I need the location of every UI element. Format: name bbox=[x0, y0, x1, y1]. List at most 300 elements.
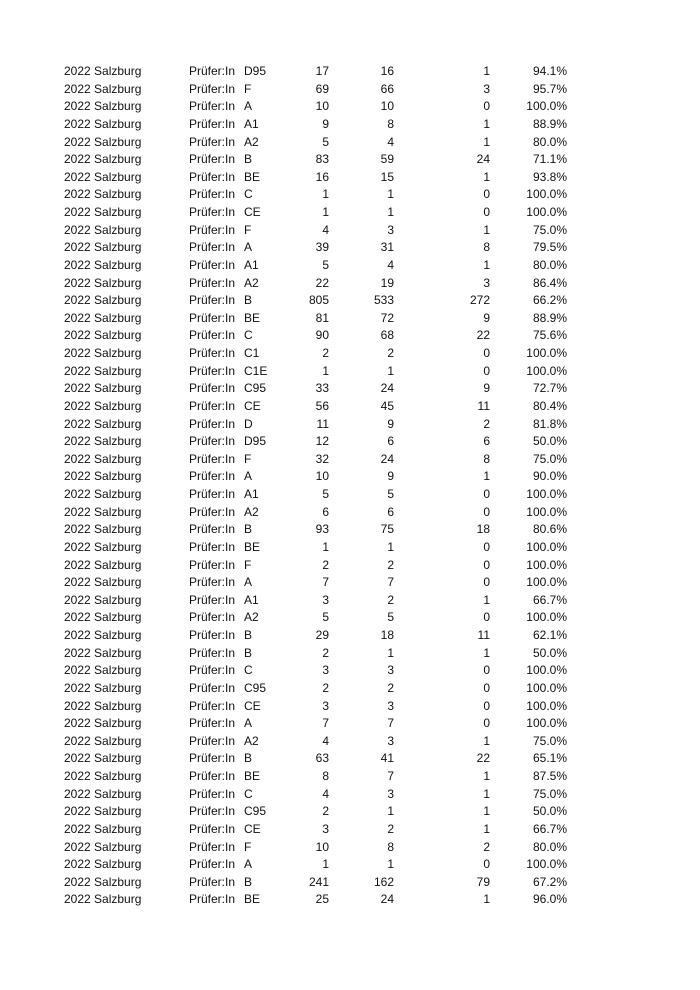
year-location-cell: 2022 Salzburg bbox=[64, 152, 142, 167]
pass-rate-cell: 100.0% bbox=[526, 698, 567, 713]
role-cell: Prüfer:In bbox=[189, 257, 236, 272]
table-row bbox=[0, 768, 700, 786]
pass-rate-cell: 72.7% bbox=[532, 381, 567, 396]
license-class-cell: A2 bbox=[244, 504, 259, 519]
license-class-cell: C1E bbox=[244, 363, 268, 378]
table-row bbox=[0, 856, 700, 874]
total-count-cell: 56 bbox=[315, 398, 329, 413]
failed-count-cell: 9 bbox=[483, 310, 490, 325]
total-count-cell: 7 bbox=[322, 575, 329, 590]
license-class-cell: C95 bbox=[244, 680, 267, 695]
passed-count-cell: 24 bbox=[380, 451, 394, 466]
passed-count-cell: 66 bbox=[380, 81, 394, 96]
failed-count-cell: 0 bbox=[483, 698, 490, 713]
table-row bbox=[0, 662, 700, 680]
total-count-cell: 5 bbox=[322, 134, 329, 149]
total-count-cell: 3 bbox=[322, 821, 329, 836]
license-class-cell: BE bbox=[244, 169, 261, 184]
year-location-cell: 2022 Salzburg bbox=[64, 821, 142, 836]
passed-count-cell: 3 bbox=[387, 222, 394, 237]
total-count-cell: 4 bbox=[322, 733, 329, 748]
pass-rate-cell: 50.0% bbox=[532, 804, 567, 819]
table-row bbox=[0, 715, 700, 733]
failed-count-cell: 0 bbox=[483, 363, 490, 378]
license-class-cell: CE bbox=[244, 398, 261, 413]
license-class-cell: F bbox=[244, 839, 252, 854]
total-count-cell: 3 bbox=[322, 698, 329, 713]
total-count-cell: 2 bbox=[322, 346, 329, 360]
pass-rate-cell: 100.0% bbox=[526, 663, 567, 678]
role-cell: Prüfer:In bbox=[189, 610, 236, 625]
passed-count-cell: 7 bbox=[387, 769, 394, 783]
total-count-cell: 32 bbox=[315, 451, 329, 466]
table-row bbox=[0, 151, 700, 169]
pass-rate-cell: 100.0% bbox=[526, 680, 567, 695]
total-count-cell: 39 bbox=[315, 240, 329, 255]
total-count-cell: 22 bbox=[315, 275, 329, 290]
failed-count-cell: 1 bbox=[483, 592, 490, 607]
passed-count-cell: 2 bbox=[387, 592, 394, 607]
license-class-cell: B bbox=[244, 522, 253, 537]
total-count-cell: 241 bbox=[308, 874, 329, 889]
year-location-cell: 2022 Salzburg bbox=[64, 451, 142, 466]
table-row bbox=[0, 81, 700, 99]
passed-count-cell: 8 bbox=[387, 116, 394, 131]
total-count-cell: 1 bbox=[322, 857, 329, 872]
role-cell: Prüfer:In bbox=[189, 680, 236, 695]
pass-rate-cell: 80.0% bbox=[532, 839, 567, 854]
license-class-cell: C bbox=[244, 328, 253, 343]
pass-rate-cell: 94.1% bbox=[532, 64, 567, 78]
year-location-cell: 2022 Salzburg bbox=[64, 751, 142, 766]
license-class-cell: C95 bbox=[244, 804, 267, 819]
pass-rate-cell: 62.1% bbox=[532, 628, 567, 642]
total-count-cell: 2 bbox=[322, 557, 329, 572]
pass-rate-cell: 100.0% bbox=[526, 363, 567, 378]
role-cell: Prüfer:In bbox=[189, 363, 236, 378]
role-cell: Prüfer:In bbox=[189, 874, 236, 889]
year-location-cell: 2022 Salzburg bbox=[64, 99, 142, 114]
table-row bbox=[0, 874, 700, 892]
pass-rate-cell: 90.0% bbox=[532, 469, 567, 484]
license-class-cell: CE bbox=[244, 821, 261, 836]
license-class-cell: B bbox=[244, 152, 253, 167]
total-count-cell: 4 bbox=[322, 786, 329, 801]
failed-count-cell: 1 bbox=[483, 786, 490, 801]
failed-count-cell: 1 bbox=[483, 116, 490, 131]
year-location-cell: 2022 Salzburg bbox=[64, 504, 142, 519]
passed-count-cell: 533 bbox=[373, 293, 394, 308]
passed-count-cell: 31 bbox=[380, 240, 394, 255]
failed-count-cell: 0 bbox=[483, 680, 490, 695]
passed-count-cell: 7 bbox=[387, 716, 394, 731]
passed-count-cell: 2 bbox=[387, 346, 394, 360]
passed-count-cell: 7 bbox=[387, 575, 394, 590]
role-cell: Prüfer:In bbox=[189, 804, 236, 819]
year-location-cell: 2022 Salzburg bbox=[64, 892, 142, 907]
license-class-cell: F bbox=[244, 222, 252, 237]
table-row bbox=[0, 239, 700, 257]
passed-count-cell: 8 bbox=[387, 839, 394, 854]
failed-count-cell: 1 bbox=[483, 169, 490, 184]
total-count-cell: 4 bbox=[322, 222, 329, 237]
role-cell: Prüfer:In bbox=[189, 64, 236, 78]
passed-count-cell: 3 bbox=[387, 663, 394, 678]
total-count-cell: 12 bbox=[315, 434, 329, 449]
license-class-cell: A bbox=[244, 240, 253, 255]
role-cell: Prüfer:In bbox=[189, 99, 236, 114]
year-location-cell: 2022 Salzburg bbox=[64, 487, 142, 501]
role-cell: Prüfer:In bbox=[189, 451, 236, 466]
passed-count-cell: 2 bbox=[387, 821, 394, 836]
license-class-cell: C1 bbox=[244, 346, 260, 360]
table-row bbox=[0, 574, 700, 592]
license-class-cell: C95 bbox=[244, 381, 267, 396]
passed-count-cell: 24 bbox=[380, 381, 394, 396]
passed-count-cell: 5 bbox=[387, 487, 394, 501]
table-row bbox=[0, 680, 700, 698]
license-class-cell: B bbox=[244, 628, 253, 642]
table-row bbox=[0, 839, 700, 857]
total-count-cell: 81 bbox=[315, 310, 329, 325]
role-cell: Prüfer:In bbox=[189, 205, 236, 219]
table-row bbox=[0, 891, 700, 909]
license-class-cell: BE bbox=[244, 892, 261, 907]
pass-rate-cell: 80.0% bbox=[532, 257, 567, 272]
table-row bbox=[0, 310, 700, 328]
role-cell: Prüfer:In bbox=[189, 134, 236, 149]
license-class-cell: F bbox=[244, 81, 252, 96]
table-row bbox=[0, 592, 700, 610]
total-count-cell: 1 bbox=[322, 363, 329, 378]
pass-rate-cell: 71.1% bbox=[532, 152, 567, 167]
total-count-cell: 6 bbox=[322, 504, 329, 519]
license-class-cell: A2 bbox=[244, 275, 259, 290]
pass-rate-cell: 100.0% bbox=[526, 575, 567, 590]
pass-rate-cell: 79.5% bbox=[532, 240, 567, 255]
role-cell: Prüfer:In bbox=[189, 328, 236, 343]
table-row bbox=[0, 609, 700, 627]
passed-count-cell: 59 bbox=[380, 152, 394, 167]
passed-count-cell: 9 bbox=[387, 469, 394, 484]
year-location-cell: 2022 Salzburg bbox=[64, 222, 142, 237]
pass-rate-cell: 100.0% bbox=[526, 504, 567, 519]
failed-count-cell: 1 bbox=[483, 804, 490, 819]
role-cell: Prüfer:In bbox=[189, 557, 236, 572]
license-class-cell: A bbox=[244, 99, 253, 114]
failed-count-cell: 272 bbox=[469, 293, 490, 308]
year-location-cell: 2022 Salzburg bbox=[64, 381, 142, 396]
table-row bbox=[0, 380, 700, 398]
failed-count-cell: 1 bbox=[483, 733, 490, 748]
passed-count-cell: 4 bbox=[387, 134, 394, 149]
total-count-cell: 16 bbox=[315, 169, 329, 184]
table-row bbox=[0, 750, 700, 768]
role-cell: Prüfer:In bbox=[189, 575, 236, 590]
failed-count-cell: 1 bbox=[483, 134, 490, 149]
license-class-cell: BE bbox=[244, 310, 261, 325]
table-row bbox=[0, 98, 700, 116]
pass-rate-cell: 67.2% bbox=[532, 874, 567, 889]
license-class-cell: D95 bbox=[244, 434, 267, 449]
failed-count-cell: 1 bbox=[483, 469, 490, 484]
role-cell: Prüfer:In bbox=[189, 821, 236, 836]
license-class-cell: A1 bbox=[244, 116, 259, 131]
year-location-cell: 2022 Salzburg bbox=[64, 240, 142, 255]
year-location-cell: 2022 Salzburg bbox=[64, 610, 142, 625]
role-cell: Prüfer:In bbox=[189, 434, 236, 449]
role-cell: Prüfer:In bbox=[189, 733, 236, 748]
table-row bbox=[0, 416, 700, 434]
year-location-cell: 2022 Salzburg bbox=[64, 874, 142, 889]
year-location-cell: 2022 Salzburg bbox=[64, 663, 142, 678]
passed-count-cell: 1 bbox=[387, 857, 394, 872]
failed-count-cell: 22 bbox=[476, 328, 490, 343]
role-cell: Prüfer:In bbox=[189, 645, 236, 660]
passed-count-cell: 1 bbox=[387, 804, 394, 819]
license-class-cell: A2 bbox=[244, 134, 259, 149]
passed-count-cell: 18 bbox=[380, 628, 394, 642]
passed-count-cell: 6 bbox=[387, 434, 394, 449]
year-location-cell: 2022 Salzburg bbox=[64, 81, 142, 96]
passed-count-cell: 45 bbox=[380, 398, 394, 413]
failed-count-cell: 3 bbox=[483, 275, 490, 290]
pass-rate-cell: 95.7% bbox=[532, 81, 567, 96]
passed-count-cell: 16 bbox=[380, 64, 394, 78]
total-count-cell: 63 bbox=[315, 751, 329, 766]
total-count-cell: 805 bbox=[308, 293, 329, 308]
failed-count-cell: 0 bbox=[483, 716, 490, 731]
total-count-cell: 25 bbox=[315, 892, 329, 907]
pass-rate-cell: 75.0% bbox=[532, 222, 567, 237]
failed-count-cell: 8 bbox=[483, 240, 490, 255]
license-class-cell: B bbox=[244, 751, 253, 766]
passed-count-cell: 10 bbox=[380, 99, 394, 114]
license-class-cell: C bbox=[244, 786, 253, 801]
table-row bbox=[0, 451, 700, 469]
role-cell: Prüfer:In bbox=[189, 487, 236, 501]
role-cell: Prüfer:In bbox=[189, 857, 236, 872]
pass-rate-cell: 93.8% bbox=[532, 169, 567, 184]
table-row bbox=[0, 821, 700, 839]
year-location-cell: 2022 Salzburg bbox=[64, 769, 142, 783]
pass-rate-cell: 50.0% bbox=[532, 434, 567, 449]
role-cell: Prüfer:In bbox=[189, 416, 236, 431]
table-row bbox=[0, 204, 700, 222]
role-cell: Prüfer:In bbox=[189, 751, 236, 766]
license-class-cell: A1 bbox=[244, 257, 259, 272]
license-class-cell: A2 bbox=[244, 733, 259, 748]
failed-count-cell: 1 bbox=[483, 769, 490, 783]
pass-rate-cell: 100.0% bbox=[526, 716, 567, 731]
license-class-cell: B bbox=[244, 293, 253, 308]
failed-count-cell: 0 bbox=[483, 610, 490, 625]
pass-rate-cell: 88.9% bbox=[532, 310, 567, 325]
year-location-cell: 2022 Salzburg bbox=[64, 733, 142, 748]
role-cell: Prüfer:In bbox=[189, 469, 236, 484]
total-count-cell: 9 bbox=[322, 116, 329, 131]
license-class-cell: A bbox=[244, 716, 253, 731]
table-row bbox=[0, 398, 700, 416]
year-location-cell: 2022 Salzburg bbox=[64, 804, 142, 819]
year-location-cell: 2022 Salzburg bbox=[64, 698, 142, 713]
pass-rate-cell: 66.2% bbox=[532, 293, 567, 308]
license-class-cell: F bbox=[244, 557, 252, 572]
pass-rate-cell: 100.0% bbox=[526, 99, 567, 114]
total-count-cell: 17 bbox=[315, 64, 329, 78]
pass-rate-cell: 66.7% bbox=[532, 821, 567, 836]
year-location-cell: 2022 Salzburg bbox=[64, 169, 142, 184]
year-location-cell: 2022 Salzburg bbox=[64, 716, 142, 731]
total-count-cell: 10 bbox=[315, 99, 329, 114]
license-class-cell: C bbox=[244, 187, 253, 202]
pass-rate-cell: 50.0% bbox=[532, 645, 567, 660]
role-cell: Prüfer:In bbox=[189, 381, 236, 396]
total-count-cell: 5 bbox=[322, 610, 329, 625]
table-row bbox=[0, 363, 700, 381]
year-location-cell: 2022 Salzburg bbox=[64, 857, 142, 872]
role-cell: Prüfer:In bbox=[189, 81, 236, 96]
failed-count-cell: 11 bbox=[477, 628, 490, 642]
pass-rate-cell: 65.1% bbox=[532, 751, 567, 766]
passed-count-cell: 2 bbox=[387, 680, 394, 695]
table-row bbox=[0, 134, 700, 152]
year-location-cell: 2022 Salzburg bbox=[64, 346, 142, 360]
pass-rate-cell: 100.0% bbox=[526, 205, 567, 219]
pass-rate-cell: 66.7% bbox=[532, 592, 567, 607]
failed-count-cell: 0 bbox=[483, 487, 490, 501]
failed-count-cell: 0 bbox=[483, 346, 490, 360]
role-cell: Prüfer:In bbox=[189, 152, 236, 167]
table-row bbox=[0, 521, 700, 539]
total-count-cell: 2 bbox=[322, 680, 329, 695]
failed-count-cell: 22 bbox=[476, 751, 490, 766]
role-cell: Prüfer:In bbox=[189, 275, 236, 290]
table-row bbox=[0, 63, 700, 81]
failed-count-cell: 0 bbox=[483, 663, 490, 678]
passed-count-cell: 19 bbox=[380, 275, 394, 290]
table-row bbox=[0, 627, 700, 645]
table-row bbox=[0, 486, 700, 504]
failed-count-cell: 6 bbox=[483, 434, 490, 449]
year-location-cell: 2022 Salzburg bbox=[64, 434, 142, 449]
table-row bbox=[0, 468, 700, 486]
role-cell: Prüfer:In bbox=[189, 222, 236, 237]
passed-count-cell: 9 bbox=[387, 416, 394, 431]
license-class-cell: BE bbox=[244, 769, 261, 783]
year-location-cell: 2022 Salzburg bbox=[64, 205, 142, 219]
passed-count-cell: 1 bbox=[387, 363, 394, 378]
role-cell: Prüfer:In bbox=[189, 398, 236, 413]
failed-count-cell: 0 bbox=[483, 99, 490, 114]
total-count-cell: 11 bbox=[316, 416, 329, 431]
pass-rate-cell: 87.5% bbox=[532, 769, 567, 783]
license-class-cell: BE bbox=[244, 539, 261, 554]
year-location-cell: 2022 Salzburg bbox=[64, 592, 142, 607]
passed-count-cell: 1 bbox=[387, 187, 394, 202]
failed-count-cell: 0 bbox=[483, 557, 490, 572]
failed-count-cell: 2 bbox=[483, 839, 490, 854]
passed-count-cell: 2 bbox=[387, 557, 394, 572]
role-cell: Prüfer:In bbox=[189, 504, 236, 519]
table-row bbox=[0, 733, 700, 751]
passed-count-cell: 72 bbox=[380, 310, 394, 325]
role-cell: Prüfer:In bbox=[189, 116, 236, 131]
year-location-cell: 2022 Salzburg bbox=[64, 539, 142, 554]
total-count-cell: 93 bbox=[315, 522, 329, 537]
passed-count-cell: 162 bbox=[373, 874, 394, 889]
year-location-cell: 2022 Salzburg bbox=[64, 575, 142, 590]
passed-count-cell: 1 bbox=[387, 645, 394, 660]
table-row bbox=[0, 327, 700, 345]
total-count-cell: 7 bbox=[322, 716, 329, 731]
failed-count-cell: 0 bbox=[483, 857, 490, 872]
passed-count-cell: 68 bbox=[380, 328, 394, 343]
pass-rate-cell: 75.6% bbox=[532, 328, 567, 343]
table-row bbox=[0, 116, 700, 134]
year-location-cell: 2022 Salzburg bbox=[64, 293, 142, 308]
role-cell: Prüfer:In bbox=[189, 522, 236, 537]
table-row bbox=[0, 292, 700, 310]
passed-count-cell: 6 bbox=[387, 504, 394, 519]
role-cell: Prüfer:In bbox=[189, 293, 236, 308]
year-location-cell: 2022 Salzburg bbox=[64, 310, 142, 325]
pass-rate-cell: 75.0% bbox=[532, 786, 567, 801]
passed-count-cell: 5 bbox=[387, 610, 394, 625]
failed-count-cell: 18 bbox=[476, 522, 490, 537]
role-cell: Prüfer:In bbox=[189, 346, 236, 360]
year-location-cell: 2022 Salzburg bbox=[64, 363, 142, 378]
total-count-cell: 10 bbox=[315, 839, 329, 854]
total-count-cell: 1 bbox=[322, 187, 329, 202]
role-cell: Prüfer:In bbox=[189, 769, 236, 783]
year-location-cell: 2022 Salzburg bbox=[64, 116, 142, 131]
total-count-cell: 90 bbox=[315, 328, 329, 343]
failed-count-cell: 0 bbox=[483, 504, 490, 519]
role-cell: Prüfer:In bbox=[189, 539, 236, 554]
role-cell: Prüfer:In bbox=[189, 698, 236, 713]
total-count-cell: 29 bbox=[315, 628, 329, 642]
role-cell: Prüfer:In bbox=[189, 169, 236, 184]
license-class-cell: A1 bbox=[244, 592, 259, 607]
failed-count-cell: 11 bbox=[477, 398, 490, 413]
year-location-cell: 2022 Salzburg bbox=[64, 680, 142, 695]
pass-rate-cell: 96.0% bbox=[532, 892, 567, 907]
total-count-cell: 5 bbox=[322, 487, 329, 501]
passed-count-cell: 15 bbox=[380, 169, 394, 184]
total-count-cell: 3 bbox=[322, 663, 329, 678]
failed-count-cell: 9 bbox=[483, 381, 490, 396]
license-class-cell: B bbox=[244, 645, 253, 660]
role-cell: Prüfer:In bbox=[189, 628, 236, 642]
pass-rate-cell: 88.9% bbox=[532, 116, 567, 131]
pass-rate-cell: 100.0% bbox=[526, 539, 567, 554]
failed-count-cell: 1 bbox=[483, 821, 490, 836]
year-location-cell: 2022 Salzburg bbox=[64, 134, 142, 149]
year-location-cell: 2022 Salzburg bbox=[64, 628, 142, 642]
pass-rate-cell: 80.4% bbox=[532, 398, 567, 413]
pass-rate-cell: 100.0% bbox=[526, 610, 567, 625]
failed-count-cell: 0 bbox=[483, 575, 490, 590]
role-cell: Prüfer:In bbox=[189, 663, 236, 678]
license-class-cell: D95 bbox=[244, 64, 267, 78]
year-location-cell: 2022 Salzburg bbox=[64, 469, 142, 484]
year-location-cell: 2022 Salzburg bbox=[64, 522, 142, 537]
passed-count-cell: 75 bbox=[380, 522, 394, 537]
license-class-cell: D bbox=[244, 416, 253, 431]
year-location-cell: 2022 Salzburg bbox=[64, 557, 142, 572]
role-cell: Prüfer:In bbox=[189, 187, 236, 202]
